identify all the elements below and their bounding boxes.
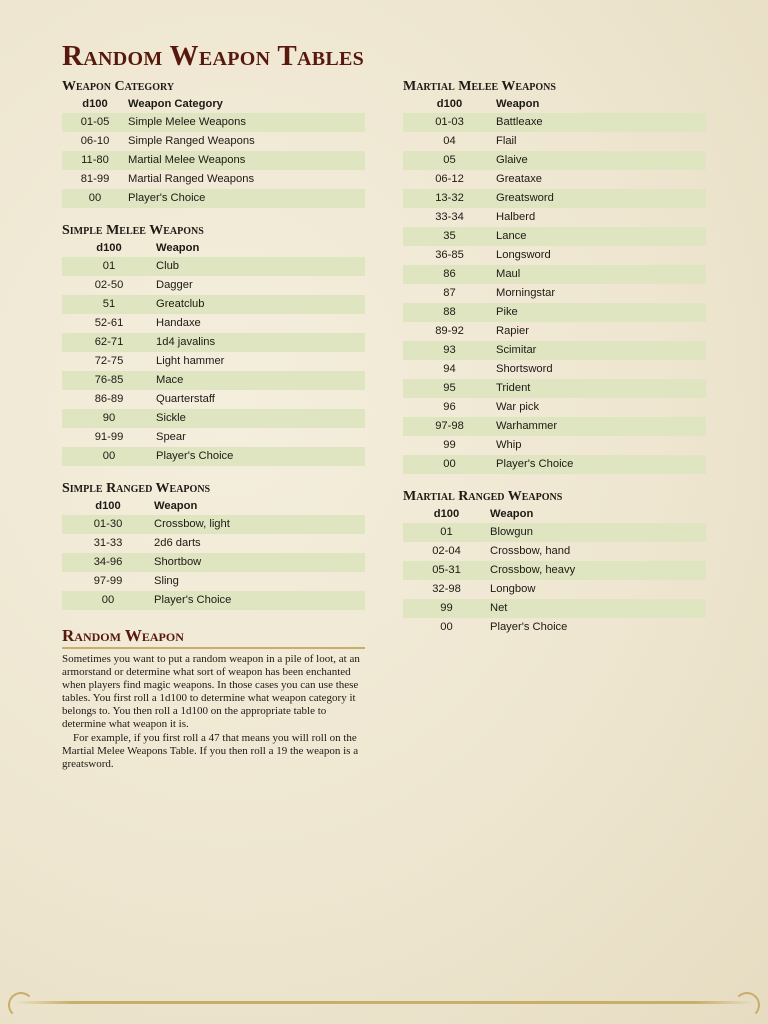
footer-flourish-left-icon [8,992,34,1018]
roll-range: 52-61 [94,317,124,329]
roll-range: 86 [403,265,496,284]
weapon-name: 1d4 javalins [156,333,365,352]
roll-range: 93 [403,341,496,360]
header-weapon: Weapon [154,500,198,512]
table-row [62,257,365,276]
header-weapon: Weapon [496,98,540,110]
table-row [403,561,706,580]
weapon-name: Lance [496,227,706,246]
table-row [62,371,365,390]
weapon-name: Shortsword [496,363,553,375]
weapon-name: Shortbow [154,553,365,572]
roll-range: 13-32 [403,189,496,208]
roll-range: 34-96 [62,553,154,572]
weapon-name: Player's Choice [496,455,706,474]
weapon-name: Quarterstaff [156,393,215,405]
table-header-row [403,506,706,523]
weapon-name: Warhammer [496,417,706,436]
table-row [403,436,706,455]
roll-range: 06-10 [80,135,110,147]
table-row [403,542,706,561]
table-header-row [62,240,365,257]
weapon-name: Maul [496,265,706,284]
roll-range: 51 [62,295,156,314]
header-weapon: Weapon Category [128,98,223,110]
weapon-name: Battleaxe [496,113,706,132]
heading-rule [62,647,365,649]
table-row [62,113,365,132]
roll-range: 01 [62,257,156,276]
table-row [62,189,365,208]
weapon-name: Player's Choice [154,591,365,610]
table-row [62,295,365,314]
weapon-name: Simple Melee Weapons [128,113,365,132]
random-weapon-text [62,653,365,771]
roll-range: 01-30 [62,515,154,534]
weapon-name: Player's Choice [156,447,365,466]
weapon-name: Whip [496,439,522,451]
roll-range: 62-71 [62,333,156,352]
weapon-name: 2d6 darts [154,537,201,549]
weapon-name: Handaxe [156,317,201,329]
table-row [403,580,706,599]
roll-range: 99 [403,599,490,618]
weapon-name: Scimitar [496,341,706,360]
roll-range: 11-80 [62,151,128,170]
weapon-name: Spear [156,431,186,443]
roll-range: 01-05 [62,113,128,132]
table-row [403,227,706,246]
roll-range: 01 [403,523,490,542]
roll-table [403,506,706,637]
roll-range: 99 [443,439,456,451]
table-row [403,303,706,322]
table-row [62,591,365,610]
table-heading: Weapon Category [62,79,175,94]
weapon-name: Flail [496,135,517,147]
weapon-name: Net [490,599,706,618]
table-row [403,265,706,284]
table-simple-ranged [62,480,365,610]
weapon-name: Morningstar [496,287,556,299]
weapon-name: Crossbow, hand [490,545,571,557]
roll-table [62,240,365,466]
random-weapon-heading: Random Weapon [62,626,184,645]
table-row [62,276,365,295]
weapon-name: Glaive [496,151,706,170]
table-header-row [62,96,365,113]
weapon-name: War pick [496,401,540,413]
table-row [62,390,365,409]
header-d100: d100 [433,508,460,520]
paragraph-1: Sometimes you want to put a random weapon in a pile of loot, at an armorstand or determine what sort of weapon has been enchanted when players find magic weapons. In those cases you can use these tables. You first roll a 1d100 to determine what weapon category it belongs to. You then roll a 1d100 on the appropriate table to determine what weapon it is. [62,653,360,731]
roll-range: 05 [403,151,496,170]
table-row [403,341,706,360]
roll-range: 02-04 [432,545,461,557]
table-row [62,132,365,151]
roll-range: 88 [403,303,496,322]
roll-range: 00 [62,591,154,610]
header-d100: d100 [95,500,121,512]
roll-range: 00 [62,189,128,208]
roll-range: 91-99 [94,431,124,443]
weapon-name: Light hammer [156,355,225,367]
weapon-name: Longbow [490,583,536,595]
table-row [62,151,365,170]
weapon-name: Greatclub [156,295,365,314]
table-row [62,170,365,189]
weapon-name: Dagger [156,279,193,291]
roll-range: 06-12 [435,173,464,185]
weapon-name: Simple Ranged Weapons [128,135,255,147]
table-row [403,322,706,341]
table-heading: Martial Melee Weapons [403,79,556,94]
table-row [403,455,706,474]
weapon-name: Sling [154,575,179,587]
weapon-name: Crossbow, heavy [490,561,706,580]
footer-flourish-right-icon [734,992,760,1018]
roll-range: 76-85 [62,371,156,390]
header-d100: d100 [82,98,108,110]
table-row [62,314,365,333]
roll-range: 86-89 [94,393,124,405]
table-heading: Simple Ranged Weapons [62,481,211,496]
table-row [62,534,365,553]
roll-range: 35 [403,227,496,246]
table-row [403,417,706,436]
left-column [62,78,365,771]
roll-table [62,96,365,208]
weapon-name: Greataxe [496,173,543,185]
roll-range: 33-34 [435,211,464,223]
weapon-name: Mace [156,371,365,390]
paragraph-2: For example, if you first roll a 47 that means you will roll on the Martial Melee Weapons Table. If you then roll a 19 the weapon is a greatsword. [62,731,359,770]
roll-range: 90 [62,409,156,428]
roll-range: 31-33 [93,537,123,549]
table-row [403,284,706,303]
weapon-name: Rapier [496,325,529,337]
table-row [403,113,706,132]
roll-range: 97-99 [93,575,123,587]
roll-range: 00 [440,621,453,633]
roll-range: 36-85 [435,249,464,261]
weapon-name: Blowgun [490,523,706,542]
weapon-name: Greatsword [496,189,706,208]
roll-range: 05-31 [403,561,490,580]
table-heading: Martial Ranged Weapons [403,489,563,504]
table-row [62,428,365,447]
roll-range: 87 [443,287,456,299]
table-row [403,246,706,265]
table-row [403,208,706,227]
table-row [62,572,365,591]
roll-table [62,498,365,610]
table-row [62,447,365,466]
weapon-name: Halberd [496,211,536,223]
roll-range: 81-99 [80,173,110,185]
weapon-name: Player's Choice [490,621,568,633]
table-row [62,553,365,572]
roll-table [403,96,706,474]
table-simple-melee [62,222,365,466]
table-row [403,360,706,379]
table-martial-melee [403,78,706,474]
table-row [403,151,706,170]
weapon-name: Pike [496,303,706,322]
weapon-name: Player's Choice [128,189,365,208]
table-row [403,132,706,151]
weapon-name: Trident [496,379,706,398]
roll-range: 04 [443,135,456,147]
table-row [403,618,706,637]
roll-range: 32-98 [432,583,461,595]
roll-range: 02-50 [94,279,124,291]
roll-range: 96 [443,401,456,413]
table-row [403,599,706,618]
roll-range: 00 [403,455,496,474]
header-d100: d100 [436,98,463,110]
footer-ornament-line [14,1001,754,1004]
header-weapon: Weapon [156,242,200,254]
weapon-name: Club [156,257,365,276]
table-row [62,352,365,371]
table-row [403,170,706,189]
right-column [403,78,706,637]
roll-range: 72-75 [94,355,124,367]
table-heading: Simple Melee Weapons [62,223,204,238]
roll-range: 95 [403,379,496,398]
weapon-name: Crossbow, light [154,515,365,534]
roll-range: 00 [62,447,156,466]
roll-range: 97-98 [403,417,496,436]
roll-range: 89-92 [435,325,464,337]
weapon-name: Longsword [496,249,551,261]
table-row [403,398,706,417]
header-d100: d100 [96,242,122,254]
table-row [403,523,706,542]
table-row [62,515,365,534]
weapon-name: Martial Melee Weapons [128,151,365,170]
table-row [403,189,706,208]
table-header-row [62,498,365,515]
roll-range: 01-03 [403,113,496,132]
roll-range: 94 [443,363,456,375]
weapon-name: Martial Ranged Weapons [128,173,255,185]
table-weapon-category [62,78,365,208]
table-header-row [403,96,706,113]
header-weapon: Weapon [490,508,534,520]
random-weapon-section [62,626,365,771]
weapon-name: Sickle [156,409,365,428]
table-row [62,409,365,428]
page-title: Random Weapon Tables [62,40,365,72]
table-row [403,379,706,398]
table-martial-ranged [403,488,706,637]
table-row [62,333,365,352]
